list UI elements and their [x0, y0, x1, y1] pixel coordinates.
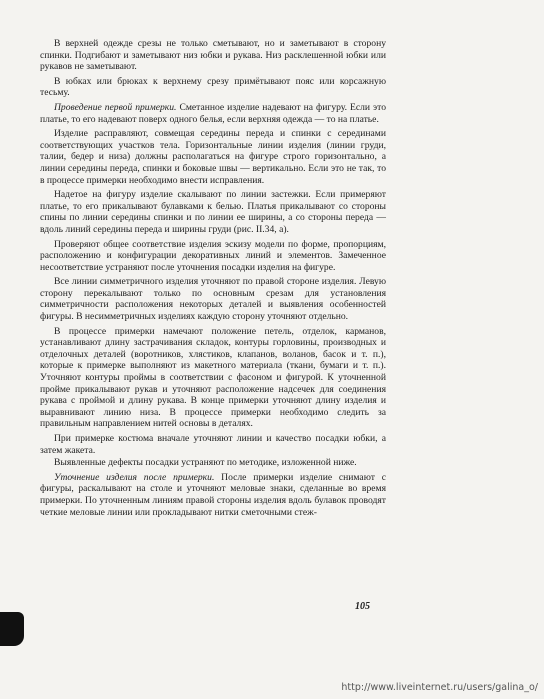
paragraph-6-text: Проверяют общее соответствие изделия эскизу модели по форме, пропорциям, расположению и конфигурации декоративных линий и элементов. Замеченное несоответствие устраняют после уточнения посадки изделия на фигуре. — [40, 238, 386, 273]
paragraph-11 — [40, 472, 386, 518]
paragraph-5-text: Надетое на фигуру изделие скалывают по линии застежки. Если примеряют платье, то его прикалывают булавками к белью. Платья прикалывают со стороны спины по линии середины спинки и по линии ее ширины, а со стороны переда — вдоль линий середины переда и ширины груди (рис. II.34, а). — [40, 189, 386, 235]
paragraph-3 — [40, 102, 386, 125]
scan-edge-mark — [0, 612, 24, 646]
paragraph-6 — [40, 239, 386, 274]
paragraph-2-text: В юбках или брюках к верхнему срезу примётывают пояс или корсажную тесьму. — [40, 75, 386, 99]
paragraph-9 — [40, 433, 386, 456]
paragraph-8 — [40, 326, 386, 430]
paragraph-11-text: После примерки изделие снимают с фигуры, раскалывают на столе и уточняют меловые знаки, сделанные во время примерки. По уточненным линиям правой стороны изделия вдоль булавок проводят четкие меловые линии или прокладывают нитки сметочными стеж- — [40, 471, 386, 518]
page-number: 105 — [355, 601, 370, 612]
paragraph-10 — [40, 457, 386, 469]
paragraph-1 — [40, 38, 386, 73]
watermark-url: http://www.liveinternet.ru/users/galina_o/ — [341, 682, 538, 693]
paragraph-7 — [40, 276, 386, 322]
paragraph-10-text: Выявленные дефекты посадки устраняют по методике, изложенной ниже. — [54, 457, 357, 469]
paragraph-9-text: При примерке костюма вначале уточняют линии и качество посадки юбки, а затем жакета. — [40, 433, 386, 456]
paragraph-3-text: Сметанное изделие надевают на фигуру. Если это платье, то его надевают поверх одного белья, если верхняя одежда — то на платье. — [40, 101, 387, 125]
page-body — [40, 38, 386, 521]
paragraph-2 — [40, 76, 386, 99]
paragraph-3-lead: Проведение первой примерки. — [54, 101, 177, 113]
paragraph-11-lead: Уточнение изделия после примерки. — [54, 471, 215, 483]
paragraph-1-text: В верхней одежде срезы не только сметывают, но и заметывают в сторону спинки. Подгибают и заметывают низ юбки и рукава. Низ расклешенной юбки или рукавов не заметывают. — [40, 38, 386, 73]
paragraph-4 — [40, 128, 386, 186]
paragraph-7-text: Все линии симметричного изделия уточняют по правой стороне изделия. Левую сторону перекалывают только по основным срезам для установления симметричности расположения некоторых деталей и выявления особенностей фигуры. В несимметричных изделиях каждую сторону уточняют отдельно. — [40, 276, 386, 323]
paragraph-8-text: В процессе примерки намечают положение петель, отделок, карманов, устанавливают длину застрачивания складок, контуры горловины, производных и отделочных деталей (воротников, хлястиков, клапанов, воланов, басок и т. п.), которые к примерке выполняют из макетного материала (ткани, бумаги и т. п.). Уточняют контуры проймы в соответствии с фасоном и фигурой. К уточненной пройме прикалывают рукав и уточняют расположение надсечек для соединения рукава с проймой и длину рукава. В конце примерки уточняют длину изделия и выравнивают линию низа. В процессе примерки необходимо следить за правильным направлением нитей основы в деталях. — [40, 325, 386, 430]
paragraph-4-text: Изделие расправляют, совмещая середины переда и спинки с серединами соответствующих участков тела. Горизонтальные линии изделия (линии груди, талии, бедер и низа) должны располагаться на фигуре строго горизонтально, а линии середины переда, спинки и боковые швы — вертикально. Если это не так, то в процессе примерки необходимо внести исправления. — [40, 128, 386, 186]
paragraph-5 — [40, 189, 386, 235]
